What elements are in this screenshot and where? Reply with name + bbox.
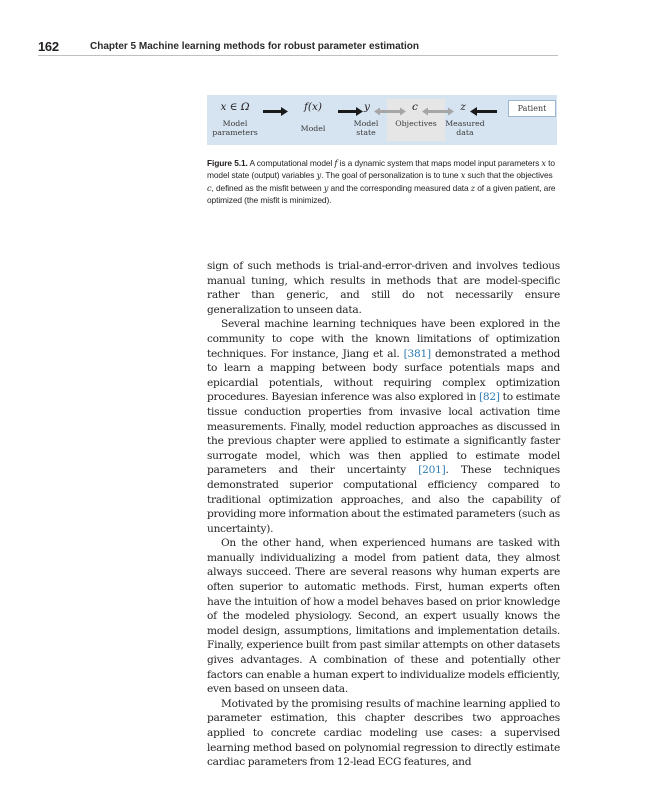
- citation-381[interactable]: [381]: [403, 347, 431, 360]
- arrow-params-to-model: [263, 107, 288, 116]
- node-label-measured-data: Measured data: [445, 119, 485, 137]
- node-label-model: Model: [300, 124, 326, 133]
- citation-82[interactable]: [82]: [479, 391, 500, 404]
- paragraph-text: . These techniques demonstrated superior computational efficiency compared to traditional optimization approaches, and also the capability of providing more information about the estimated parameters (such as uncertainty).: [207, 464, 560, 535]
- caption-var: f: [334, 158, 338, 168]
- caption-var: c: [207, 182, 212, 193]
- body-text: [207, 259, 560, 770]
- paragraph-text: demonstrated a method to learn a mapping between body surface potentials maps and epicardial potentials, without requiring complex optimization procedures. Bayesian inference was also explored in: [207, 347, 560, 404]
- caption-text: , defined as the misfit between: [211, 182, 324, 193]
- node-label-objectives: Objectives: [395, 119, 437, 128]
- paragraph-3: On the other hand, when experienced humans are tasked with manually individualizing a model from patient data, they almost always succeed. There are several reasons why human experts are often superior to automatic methods. First, human experts often have the intuition of how a model behaves based on prior knowledge of the modeled physiology. Second, an expert usually knows the model design, assumptions, limitations and implementation details. Finally, experience built from past similar attempts on other datasets gives advantages. A combination of these and potentially other factors can enable a human expert to individualize models efficiently, even based on unseen data.: [207, 537, 560, 696]
- citation-201[interactable]: [201]: [418, 464, 446, 477]
- patient-box: Patient: [508, 100, 556, 117]
- arrow-patient-to-data: [470, 107, 497, 116]
- page-header: [38, 39, 558, 55]
- node-label-model-state: Model state: [353, 119, 379, 137]
- paragraph-1: sign of such methods is trial-and-error-driven and involves tedious manual tuning, which results in methods that are model-specific rather than generic, and still do not necessarily ensure generalization to unseen data.: [207, 260, 560, 316]
- caption-text: . The goal of personalization is to tune: [321, 170, 461, 181]
- caption-var: y: [323, 182, 329, 193]
- figure-caption: [207, 157, 559, 206]
- header-rule: [38, 55, 558, 56]
- caption-text: to model state (output) variables: [207, 158, 555, 181]
- caption-text: is a dynamic system that maps model input parameters: [337, 158, 542, 168]
- node-symbol-z: z: [460, 101, 466, 113]
- caption-text: A computational model: [247, 158, 335, 168]
- caption-text: such that the objectives: [465, 170, 553, 181]
- node-symbol-c: c: [412, 101, 418, 113]
- caption-var: x: [460, 170, 466, 181]
- caption-text: of a given patient, are optimized (the misfit is minimized).: [207, 182, 556, 205]
- paragraph-4: Motivated by the promising results of machine learning applied to parameter estimation, this chapter describes two approaches applied to concrete cardiac modeling use cases: a supervised learning method based on polynomial regression to directly estimate cardiac parameters from 12-lead ECG features, and: [207, 697, 560, 769]
- node-label-model-parameters: Model parameters: [212, 119, 258, 137]
- caption-var: y: [316, 170, 322, 181]
- figure-5-1-diagram: [207, 95, 557, 145]
- caption-var: x: [541, 158, 546, 168]
- paragraph-text: Several machine learning techniques have been explored in the community to cope with the known limitations of optimization techniques. For instance, Jiang et al.: [207, 318, 560, 360]
- running-head: Chapter 5 Machine learning methods for robust parameter estimation: [90, 41, 419, 52]
- page-number: 162: [38, 39, 59, 54]
- node-symbol-y: y: [364, 101, 370, 113]
- caption-label: Figure 5.1.: [207, 158, 248, 168]
- paragraph-text: to estimate tissue conduction properties from invasive local activation time measurements. Finally, model reduction approaches as discussed in the previous chapter were applied to estimate a significantly faster surrogate model, which was then applied to estimate model parameters and their uncertainty: [207, 391, 560, 477]
- paragraph-2: [207, 317, 560, 536]
- caption-var: z: [470, 182, 476, 193]
- caption-text: and the corresponding measured data: [328, 182, 471, 193]
- node-symbol-x: x ∈ Ω: [220, 101, 250, 113]
- node-symbol-f: f(x): [303, 101, 322, 113]
